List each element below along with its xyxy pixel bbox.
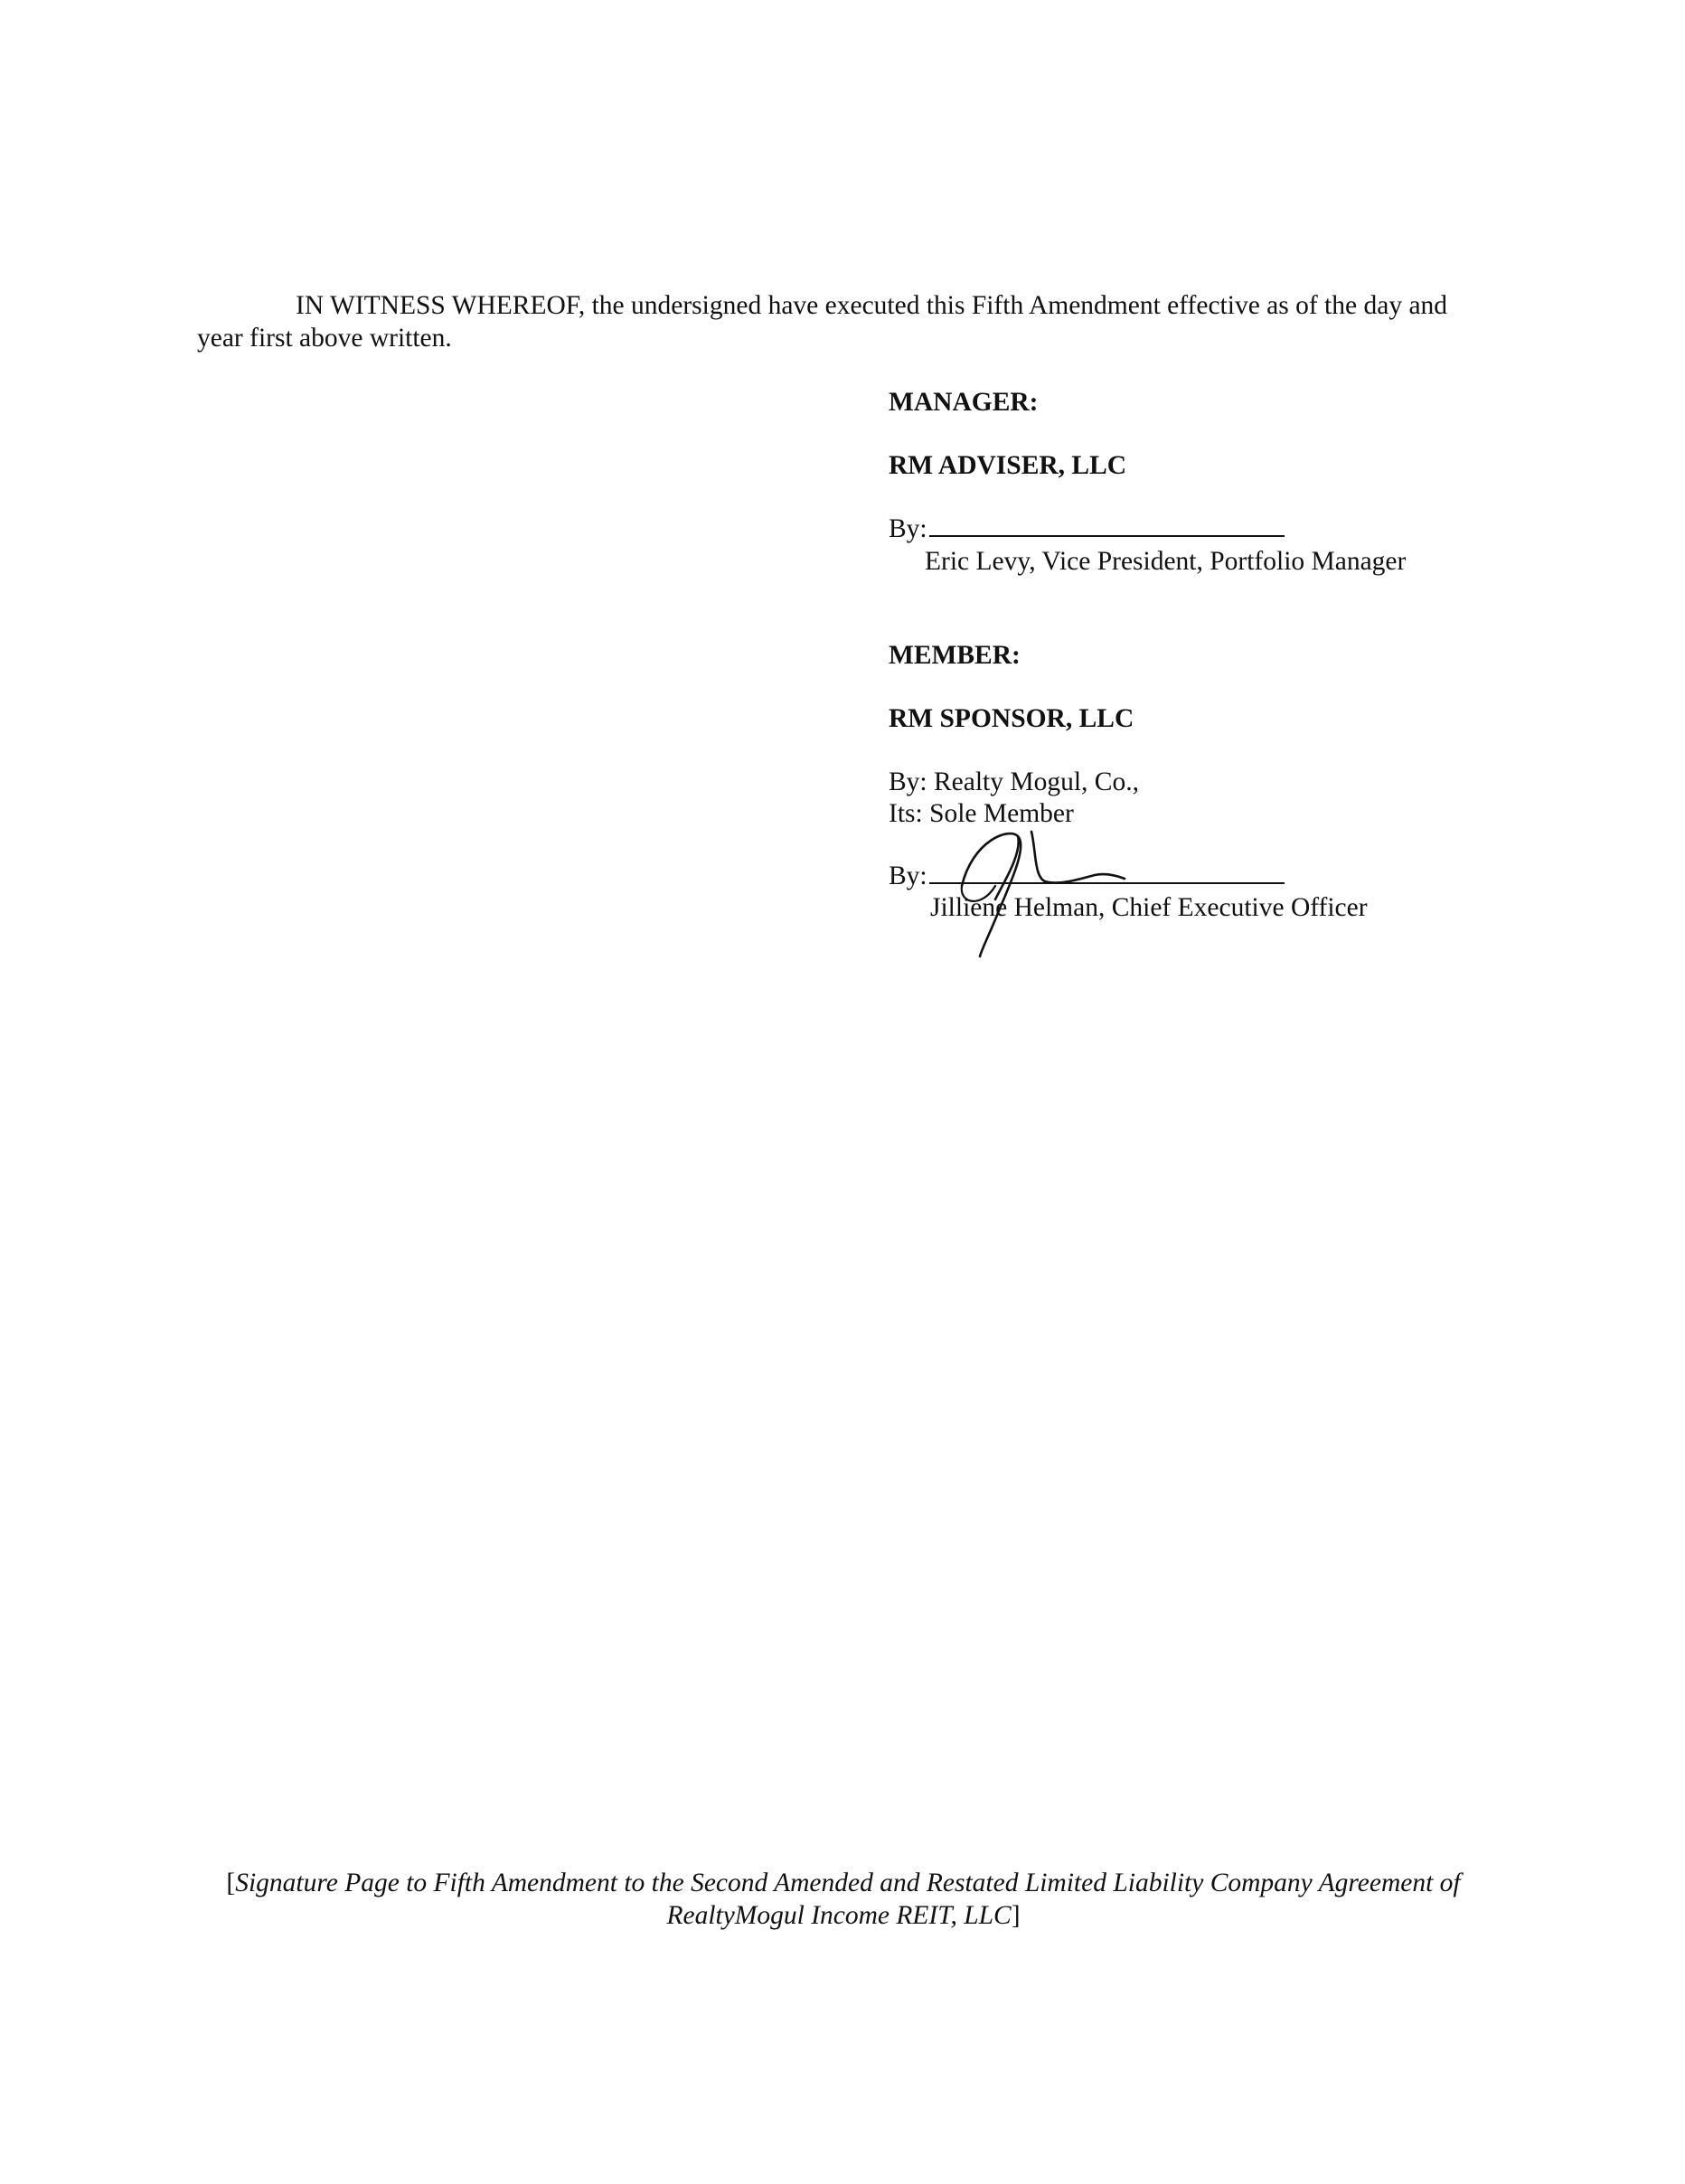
manager-signatory: Eric Levy, Vice President, Portfolio Manager — [925, 547, 1407, 576]
member-its-line: Its: Sole Member — [889, 799, 1074, 828]
footer-italic-text: Signature Page to Fifth Amendment to the Second Amended and Restated Limited Liability Company Agreement of RealtyMogul Income REIT, LLC — [235, 1869, 1461, 1930]
member-signatory: Jilliene Helman, Chief Executive Officer — [930, 893, 1368, 922]
member-by-entity: By: Realty Mogul, Co., — [889, 767, 1139, 796]
signature-page-footer — [197, 1867, 1490, 1932]
manager-by-label: By: — [889, 514, 927, 543]
witness-paragraph — [197, 289, 1499, 354]
member-entity: RM SPONSOR, LLC — [889, 704, 1134, 733]
witness-line-2: year first above written. — [197, 324, 452, 353]
member-by-label: By: — [889, 861, 927, 890]
manager-signature-line — [889, 513, 1285, 545]
handwritten-signature — [946, 823, 1144, 958]
witness-line-1: IN WITNESS WHEREOF, the undersigned have executed this Fifth Amendment effective as of the day and — [296, 291, 1448, 320]
member-heading: MEMBER: — [889, 641, 1021, 670]
manager-entity: RM ADVISER, LLC — [889, 451, 1127, 480]
manager-heading: MANAGER: — [889, 388, 1039, 417]
footer-open-bracket: [ — [226, 1869, 236, 1897]
footer-close-bracket: ] — [1011, 1901, 1021, 1930]
manager-signature-blank — [929, 515, 1285, 537]
